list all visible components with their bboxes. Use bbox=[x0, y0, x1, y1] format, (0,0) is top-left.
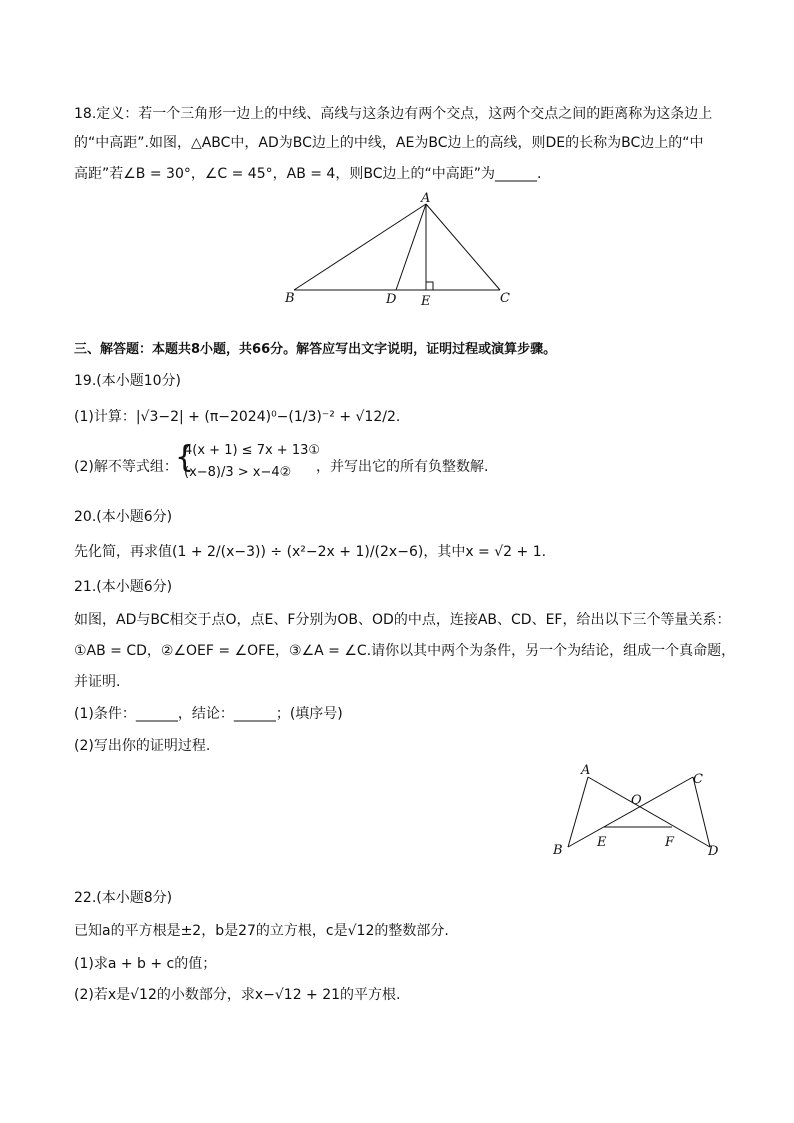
q18-right-angle-mark bbox=[426, 282, 433, 290]
q18-line-3: 高距”若∠B = 30°，∠C = 45°，AB = 4，则BC边上的“中高距”为______. bbox=[74, 166, 542, 182]
q21-segment-bc bbox=[568, 777, 693, 847]
q18-label-e: E bbox=[421, 294, 431, 309]
q19-part-2-label: (2)解不等式组： bbox=[74, 459, 178, 475]
q22-part-1: (1)求a + b + c的值； bbox=[74, 956, 217, 972]
q18-label-b: B bbox=[285, 291, 295, 306]
q18-line-1: 18.定义：若一个三角形一边上的中线、高线与这条边有两个交点，这两个交点之间的距离称为这条边上 bbox=[74, 106, 713, 122]
q21-part-2: (2)写出你的证明过程. bbox=[74, 738, 211, 754]
q18-line-2: 的“中高距”.如图，△ABC中，AD为BC边上的中线，AE为BC边上的高线，则DE的长称为BC边上的“中 bbox=[74, 135, 704, 151]
q20-title: 20.(本小题6分) bbox=[74, 509, 173, 525]
q21-line-2: ①AB = CD，②∠OEF = ∠OFE，③∠A = ∠C.请你以其中两个为条件，另一个为结论，组成一个真命题， bbox=[74, 643, 736, 659]
q18-label-a: A bbox=[421, 191, 431, 206]
q21-label-a: A bbox=[581, 763, 591, 778]
q19-part-1: (1)计算：|√3−2| + (π−2024)⁰−(1/3)⁻² + √12/2. bbox=[74, 409, 401, 425]
q19-system-brace: { bbox=[175, 440, 195, 475]
q21-label-c: C bbox=[693, 772, 703, 787]
q21-part-1: (1)条件：______，结论：______；(填序号) bbox=[74, 706, 343, 722]
q18-median-ad bbox=[396, 204, 426, 290]
q21-line-3: 并证明. bbox=[74, 674, 121, 690]
q21-line-1: 如图，AD与BC相交于点O，点E、F分别为OB、OD的中点，连接AB、CD、EF，给出以下三个等量关系： bbox=[74, 612, 731, 628]
q18-label-d: D bbox=[386, 292, 397, 307]
q21-title: 21.(本小题6分) bbox=[74, 579, 173, 595]
q22-part-2: (2)若x是√12的小数部分，求x−√12 + 21的平方根. bbox=[74, 987, 401, 1003]
q22-title: 22.(本小题8分) bbox=[74, 890, 173, 906]
q21-label-o: O bbox=[631, 793, 642, 808]
q18-triangle-figure bbox=[280, 190, 520, 310]
q21-label-e: E bbox=[597, 835, 607, 850]
q19-inequality-2: (x−8)/3 > x−4② bbox=[184, 465, 292, 480]
q19-part-2-tail: ，并写出它的所有负整数解. bbox=[316, 459, 489, 475]
q21-label-d: D bbox=[708, 844, 719, 859]
q21-segment-ab bbox=[568, 777, 588, 847]
q18-label-c: C bbox=[500, 291, 510, 306]
q21-label-f: F bbox=[665, 835, 675, 850]
q20-body: 先化简，再求值(1 + 2/(x−3)) ÷ (x²−2x + 1)/(2x−6)，其中x = √2 + 1. bbox=[74, 544, 547, 560]
q19-title: 19.(本小题10分) bbox=[74, 373, 182, 389]
q18-edge-ab bbox=[294, 204, 426, 290]
q18-edge-ac bbox=[426, 204, 500, 290]
q21-label-b: B bbox=[553, 843, 563, 858]
q21-segment-cd bbox=[693, 777, 710, 847]
q21-crossed-figure bbox=[545, 760, 730, 860]
q22-line-1: 已知a的平方根是±2，b是27的立方根，c是√12的整数部分. bbox=[74, 923, 449, 939]
section-3-heading: 三、解答题：本题共8小题，共66分。解答应写出文字说明，证明过程或演算步骤。 bbox=[74, 342, 557, 357]
q19-inequality-1: 4(x + 1) ≤ 7x + 13① bbox=[184, 443, 321, 458]
